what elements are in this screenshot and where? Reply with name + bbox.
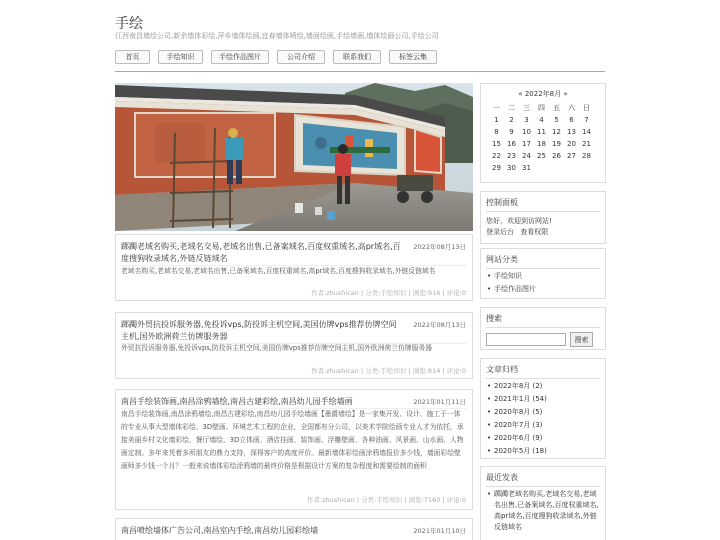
calendar-day[interactable]: 7: [584, 116, 589, 124]
archive-item[interactable]: • 2022年8月 (2): [486, 380, 601, 393]
calendar-day[interactable]: 25: [537, 152, 546, 160]
calendar-day[interactable]: 6: [569, 116, 574, 124]
category-item[interactable]: • 手绘作品图片: [486, 283, 601, 296]
calendar-day[interactable]: 9: [509, 128, 514, 136]
recent-posts-widget: [480, 466, 606, 540]
calendar-week: [489, 138, 594, 150]
archive-item[interactable]: • 2020年8月 (5): [486, 406, 601, 419]
calendar-day[interactable]: 8: [494, 128, 499, 136]
calendar-day[interactable]: 11: [537, 128, 546, 136]
nav-tags[interactable]: 标签云集: [389, 50, 437, 64]
panel-links: [486, 227, 548, 238]
weekday-label: 六: [568, 104, 575, 112]
calendar-day[interactable]: 5: [554, 116, 559, 124]
archive-list: [486, 380, 601, 458]
calendar-week: [489, 150, 594, 162]
categories-widget: [480, 248, 606, 299]
calendar-day[interactable]: [564, 162, 579, 174]
calendar-day[interactable]: 2: [509, 116, 514, 124]
calendar-day[interactable]: 26: [552, 152, 561, 160]
calendar-day[interactable]: 14: [582, 128, 591, 136]
archive-item[interactable]: • 2020年7月 (3): [486, 419, 601, 432]
search-widget: [480, 307, 606, 350]
widget-title: 最近发表: [486, 473, 518, 482]
header-divider: [115, 71, 605, 72]
post-card: [115, 312, 473, 379]
post-meta[interactable]: 作者:zhushican | 分类:手绘知识 | 浏览:814 | 评论:0: [311, 367, 466, 375]
calendar-day[interactable]: 3: [524, 116, 529, 124]
calendar-week: [489, 114, 594, 126]
calendar-day[interactable]: 19: [552, 140, 561, 148]
calendar-day[interactable]: 15: [492, 140, 501, 148]
weekday-label: 日: [583, 104, 590, 112]
archive-item[interactable]: • 2020年6月 (9): [486, 432, 601, 445]
permissions-link[interactable]: 查看权限: [520, 228, 549, 236]
post-meta[interactable]: 作者:zhushican | 分类:手绘知识 | 浏览:916 | 评论:0: [311, 289, 466, 297]
post-title[interactable]: 踯躅外贸抗投诉服务器,免投诉vps,防投诉主机空间,美国仿牌vps推荐仿牌空间主机,国外欧洲荷兰仿牌服务器: [121, 320, 397, 341]
calendar-day[interactable]: 1: [494, 116, 499, 124]
calendar-day[interactable]: 28: [582, 152, 591, 160]
post-title[interactable]: 南昌喷绘墙体广告公司,南昌室内手绘,南昌幼儿园彩绘墙: [121, 526, 319, 535]
calendar-day[interactable]: 16: [507, 140, 516, 148]
weekday-label: 二: [508, 104, 515, 112]
category-item[interactable]: • 手绘知识: [486, 270, 601, 283]
calendar-day[interactable]: 30: [507, 164, 516, 172]
recent-item[interactable]: • 踯躅老域名购买,老域名交易,老域名出售,已备案域名,百度权重域名,高pr域名,百度搜狗收录域名,外链反链域名: [486, 489, 601, 533]
calendar-day[interactable]: 10: [522, 128, 531, 136]
post-date: 2022年08月13日: [413, 321, 466, 329]
post-date: 2021年01月11日: [413, 398, 466, 406]
nav-home[interactable]: 首页: [115, 50, 150, 64]
post-meta[interactable]: 作者:zhushican | 分类:手绘知识 | 浏览:7160 | 评论:0: [306, 496, 466, 504]
calendar-caption[interactable]: « 2022年8月 »: [518, 90, 568, 98]
calendar-widget: [480, 83, 606, 183]
login-link[interactable]: 登录后台: [486, 228, 514, 236]
weekday-label: 三: [523, 104, 530, 112]
mural-photo: [115, 83, 473, 231]
post-date: 2022年08月13日: [413, 243, 466, 251]
hero-image[interactable]: [115, 83, 473, 231]
widget-divider: [486, 268, 600, 269]
recent-list: [486, 489, 601, 533]
post-excerpt: 南昌手绘装饰画,南昌涂鸦墙绘,南昌古建彩绘,南昌幼儿园手绘墙画【墨爵墙绘】是一家集开发、设计、施工于一体的专业从事大型墙体彩绘、3D壁画、环境艺术工程的企业，全国都有分公司，以美术学院绘画专业人才为依托，承接美丽乡村文化墙彩绘、餐厅墙绘、3D立体画、酒店挂画、装饰画、浮雕壁画、各种油画、风景画、山水画、人物画定制。多年来凭着多所朋友的鼎力支持，深得客户的高度评价。最新墙体彩绘画涂鸦墙报价多少钱，墙面彩绘壁画师多少钱一个月？一般来说墙体彩绘涂鸦墙的最终价格是根据设计方案的复杂程度和需要绘制的面积: [121, 410, 464, 470]
control-panel-widget: [480, 191, 606, 244]
post-title[interactable]: 南昌手绘装饰画,南昌涂鸦墙绘,南昌古建彩绘,南昌幼儿园手绘墙画: [121, 397, 353, 406]
post-excerpt: 老域名购买,老域名交易,老域名出售,已备案域名,百度权重域名,高pr域名,百度搜狗收录域名,外链反链域名: [121, 267, 436, 275]
widget-title: 搜索: [486, 314, 502, 323]
weekday-label: 五: [553, 104, 560, 112]
calendar-day[interactable]: 27: [567, 152, 576, 160]
calendar-day[interactable]: 24: [522, 152, 531, 160]
nav-gallery[interactable]: 手绘作品图片: [211, 50, 269, 64]
nav-about[interactable]: 公司介绍: [277, 50, 325, 64]
site-title[interactable]: 手绘: [115, 16, 143, 32]
calendar-day[interactable]: 22: [492, 152, 501, 160]
weekday-label: 一: [493, 104, 500, 112]
main-nav: [115, 50, 445, 64]
post-date: 2021年01月10日: [413, 527, 466, 535]
archive-item[interactable]: • 2021年1月 (54): [486, 393, 601, 406]
calendar-day[interactable]: 31: [522, 164, 531, 172]
nav-contact[interactable]: 联系我们: [333, 50, 381, 64]
post-title[interactable]: 踯躅老域名购买,老域名交易,老域名出售,已备案域名,百度权重域名,高pr域名,百度搜狗收录域名,外链反链域名: [121, 242, 401, 263]
widget-divider: [486, 327, 600, 328]
calendar-day[interactable]: 4: [539, 116, 544, 124]
widget-divider: [486, 378, 600, 379]
calendar-day[interactable]: 13: [567, 128, 576, 136]
calendar-week: [489, 126, 594, 138]
calendar-day[interactable]: [579, 162, 594, 174]
post-card: [115, 234, 473, 301]
widget-title: 控制面板: [486, 198, 518, 207]
archives-widget: [480, 358, 606, 459]
calendar-day[interactable]: [549, 162, 564, 174]
search-input[interactable]: [486, 333, 566, 346]
post-card: [115, 518, 473, 540]
search-button[interactable]: 搜索: [570, 332, 593, 347]
calendar-week: [489, 162, 594, 174]
category-list: [486, 270, 601, 296]
calendar-table: [489, 102, 594, 174]
calendar-weekdays: [489, 102, 594, 114]
greeting-text: 您好，欢迎到访网站!: [486, 217, 552, 225]
widget-divider: [486, 486, 600, 487]
weekday-label: 四: [538, 104, 545, 112]
widget-title: 网站分类: [486, 255, 518, 264]
calendar-day[interactable]: 12: [552, 128, 561, 136]
site-description: 江西南昌墙绘公司,新余墙体彩绘,萍乡墙体绘画,宜春墙体喷绘,墙面绘画,手绘墙画,墙体绘画公司,手绘公司: [115, 32, 439, 40]
calendar-day[interactable]: [534, 162, 549, 174]
nav-knowledge[interactable]: 手绘知识: [158, 50, 203, 64]
calendar-day[interactable]: 23: [507, 152, 516, 160]
calendar-day[interactable]: 29: [492, 164, 501, 172]
archive-item[interactable]: • 2020年5月 (18): [486, 445, 601, 458]
calendar-day[interactable]: 17: [522, 140, 531, 148]
post-excerpt: 外贸抗投诉服务器,免投诉vps,防投诉主机空间,美国仿牌vps推荐仿牌空间主机,国外欧洲荷兰仿牌服务器: [121, 344, 433, 352]
calendar-day[interactable]: 21: [582, 140, 591, 148]
post-card: [115, 389, 473, 510]
widget-title: 文章归档: [486, 365, 518, 374]
calendar-day[interactable]: 18: [537, 140, 546, 148]
calendar-day[interactable]: 20: [567, 140, 576, 148]
widget-divider: [486, 211, 600, 212]
